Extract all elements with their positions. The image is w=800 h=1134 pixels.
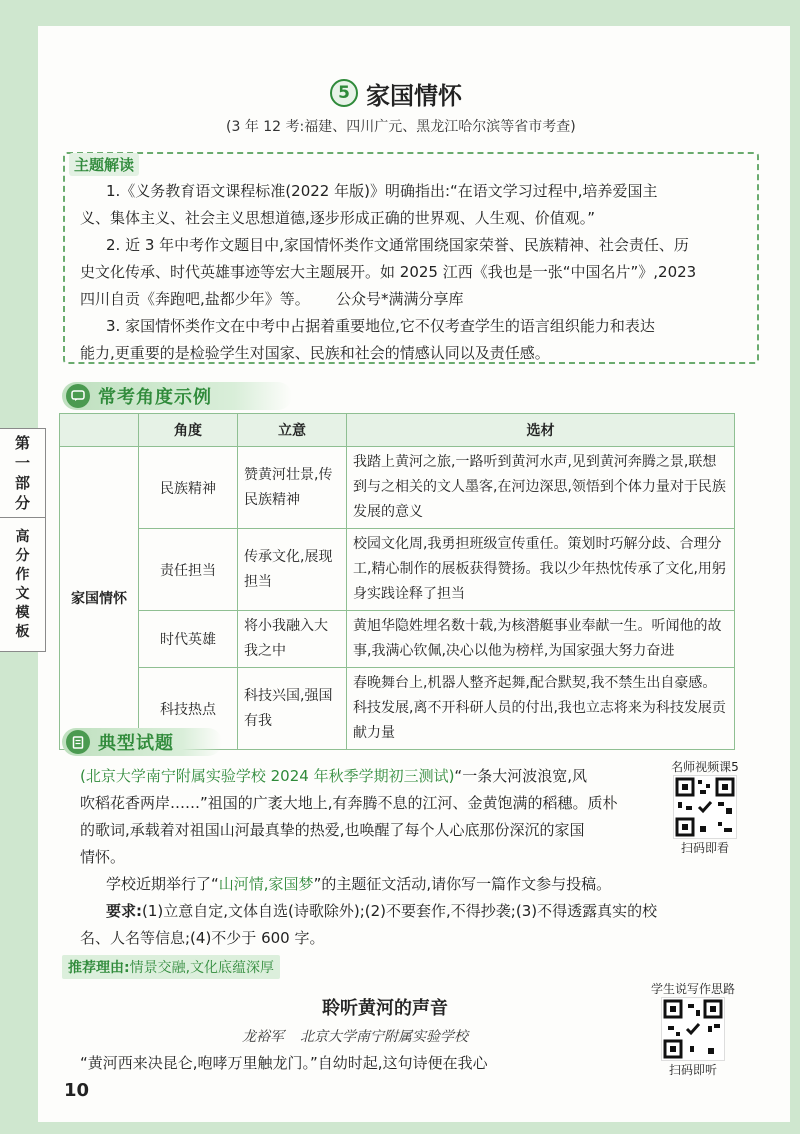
angle-cell: 责任担当 [139,529,238,611]
idea-cell: 赞黄河壮景,传民族精神 [238,447,347,529]
theme-p2-line1: 2. 近 3 年中考作文题目中,家国情怀类作文通常围绕国家荣誉、民族精神、社会责任、历 [106,236,689,254]
exam-activity [106,873,611,894]
requirements-label: 要求: [106,902,142,920]
theme-p3-line1: 3. 家国情怀类作文在中考中占据着重要地位,它不仅考查学生的语言组织能力和表达 [106,317,655,335]
angle-cell: 民族精神 [139,447,238,529]
exam-prompt-line3: 的歌词,承载着对祖国山河最真挚的热爱,也唤醒了每个人心底那份深沉的家国 [80,821,585,839]
side-tab-title [0,518,45,652]
side-char: 分 [14,494,30,512]
side-char: 部 [14,474,30,492]
angles-heading [62,382,292,410]
page-number: 10 [64,1080,90,1101]
side-char: 第 [14,434,30,452]
side-char: 一 [14,454,30,472]
side-tab[interactable] [0,428,46,652]
table-row [60,529,735,611]
recommend-reason [62,955,280,979]
table-header-row [60,414,735,447]
idea-cell: 传承文化,展现担当 [238,529,347,611]
watermark-text: 公众号*满满分享库 [336,290,464,308]
section-subtitle: (3 年 12 考:福建、四川广元、黑龙江哈尔滨等省市考查) [226,119,576,135]
angle-cell: 时代英雄 [139,611,238,668]
exam-requirements-line2: 名、人名等信息;(4)不少于 600 字。 [80,929,325,947]
requirements-text: (1)立意自定,文体自选(诗歌除外);(2)不要套作,不得抄袭;(3)不得透露真实的校 [142,902,658,920]
essay-title: 聆听黄河的声音 [322,998,448,1019]
essay-school: 北京大学南宁附属实验学校 [300,1029,468,1045]
side-tab-part [0,429,45,518]
category-cell: 家国情怀 [60,447,139,750]
reason-text: 情景交融,文化底蕴深厚 [129,960,275,976]
qr-caption: 学生说写作思路 [650,982,735,996]
table-header-cell: 立意 [238,414,347,447]
essay-author: 龙裕军 [242,1029,284,1045]
side-char: 模 [15,605,30,621]
table-header-cell [60,414,139,447]
activity-text: 学校近期举行了“ [106,875,219,893]
material-cell: 校园文化周,我勇担班级宣传重任。策划时巧解分歧、合理分工,精心制作的展板获得赞扬。我以少年热忱传承了文化,用躬身实践诠释了担当 [347,529,735,611]
theme-label: 主题解读 [69,153,139,176]
angle-cell: 科技热点 [139,668,238,750]
idea-cell: 科技兴国,强国有我 [238,668,347,750]
table-row [60,447,735,529]
exam-prompt-line2: 吹稻花香两岸……”祖国的广袤大地上,有奔腾不息的江河、金黄饱满的稻穗。质朴 [80,794,618,812]
exam-heading [62,728,222,756]
qr-scan-label: 扫码即听 [668,1063,717,1077]
angles-heading-text: 常考角度示例 [98,387,212,408]
side-char: 板 [15,624,30,640]
essay-byline [242,1026,468,1046]
exam-prompt-text: “一条大河波浪宽,风 [454,767,587,785]
side-char: 文 [15,586,30,602]
table-header-cell: 选材 [347,414,735,447]
reason-label: 推荐理由: [68,960,130,976]
theme-p1-line1: 1.《义务教育语文课程标准(2022 年版)》明确指出:“在语文学习过程中,培养爱国主 [106,182,658,200]
activity-theme: 山河情,家国梦 [218,875,314,893]
exam-heading-text: 典型试题 [98,733,174,754]
exam-prompt-line4: 情怀。 [80,848,126,866]
qr-scan-label: 扫码即看 [680,841,729,855]
theme-p2-line2: 史文化传承、时代英雄事迹等宏大主题展开。如 2025 江西《我也是一张“中国名片”》,2023 [80,263,697,281]
theme-p3-line2: 能力,更重要的是检验学生对国家、民族和社会的情感认同以及责任感。 [80,344,550,362]
document-icon [66,730,90,754]
theme-p2-line3: 四川自贡《奔跑吧,盐都少年》等。 [80,290,310,308]
section-number-badge: 5 [330,79,358,107]
exam-source: (北京大学南宁附属实验学校 2024 年秋季学期初三测试) [80,767,455,785]
qr-code-icon[interactable] [661,997,725,1061]
section-title-text: 家国情怀 [366,81,462,110]
side-char: 作 [15,567,30,583]
qr-video-block[interactable] [666,758,744,856]
table-row [60,611,735,668]
exam-prompt-line1 [80,765,587,786]
angles-table [59,413,735,750]
qr-caption: 名师视频课5 [671,760,739,774]
material-cell: 春晚舞台上,机器人整齐起舞,配合默契,我不禁生出自豪感。科技发展,离不开科研人员的付出,我也立志将来为科技发展贡献力量 [347,668,735,750]
table-header-cell: 角度 [139,414,238,447]
qr-code-icon[interactable] [673,775,737,839]
essay-first-line: “黄河西来决昆仑,咆哮万里触龙门。”自幼时起,这句诗便在我心 [80,1054,488,1072]
idea-cell: 将小我融入大我之中 [238,611,347,668]
side-char: 高 [15,529,30,545]
theme-p1-line2: 义、集体主义、社会主义思想道德,逐步形成正确的世界观、人生观、价值观。” [80,209,596,227]
activity-text: ”的主题征文活动,请你写一篇作文参与投稿。 [313,875,612,893]
chat-icon [66,384,90,408]
exam-requirements-line1 [106,900,657,921]
material-cell: 我踏上黄河之旅,一路听到黄河水声,见到黄河奔腾之景,联想到与之相关的文人墨客,在河边深思,领悟到个体力量对于民族发展的意义 [347,447,735,529]
section-title [330,76,462,110]
side-char: 分 [15,548,30,564]
material-cell: 黄旭华隐姓埋名数十载,为核潜艇事业奉献一生。听闻他的故事,我满心钦佩,决心以他为榜样,为国家强大努力奋进 [347,611,735,668]
qr-audio-block[interactable] [642,980,744,1078]
